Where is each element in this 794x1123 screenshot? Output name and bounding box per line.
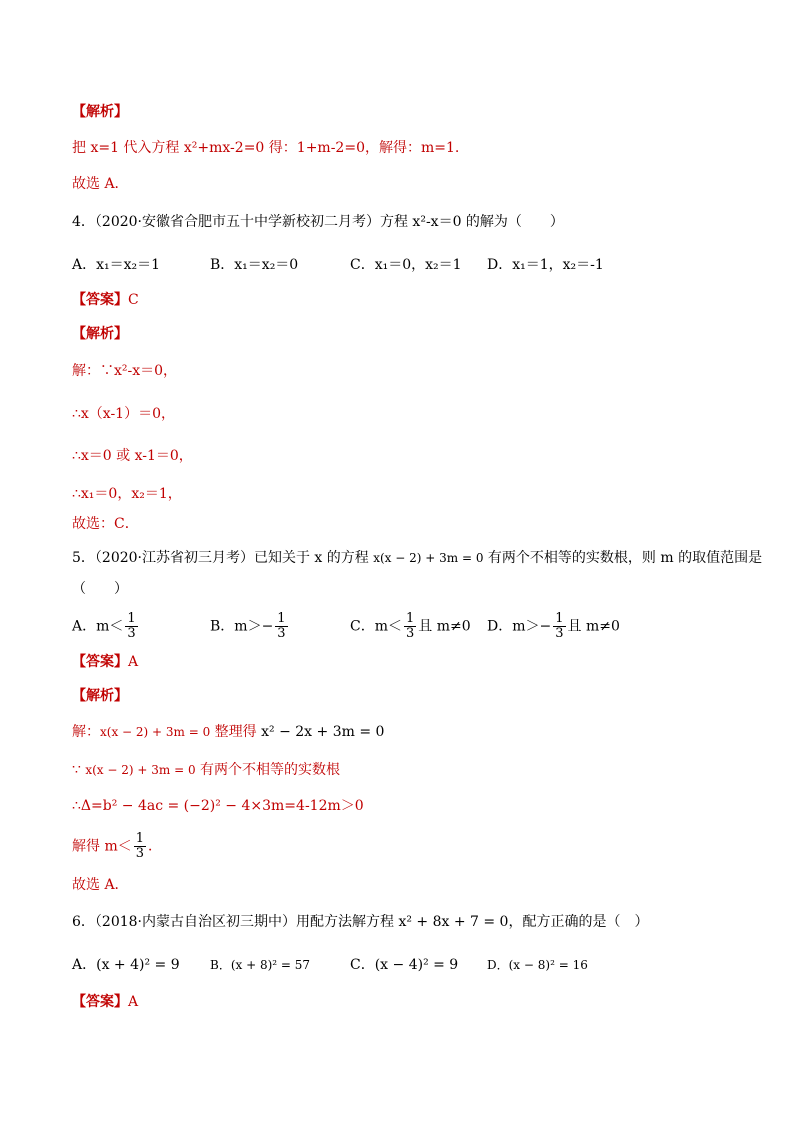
analysis-label: 【解析】 (72, 326, 128, 342)
q5-answer: A (128, 654, 139, 670)
q5-sol2-text-a: ∵ (72, 762, 86, 778)
q5-solution-line-1 (72, 722, 384, 742)
fraction (134, 832, 146, 861)
q5-stem-equation: x(x − 2) + 3m = 0 (373, 551, 484, 565)
q5-option-c-text: C．m＜ (350, 618, 402, 635)
analysis-label: 【解析】 (72, 104, 128, 120)
q5-sol2-text-b: 有两个不相等的实数根 (195, 762, 341, 778)
q5-option-d-suffix: 且 m≠0 (567, 618, 620, 635)
q5-sol1-equation: x(x − 2) + 3m = 0 (100, 725, 211, 739)
q5-option-d (487, 612, 620, 641)
prev-analysis-eq: x²+mx-2=0 (183, 140, 265, 156)
fraction (125, 612, 137, 641)
q5-answer-line (72, 652, 138, 672)
q4-analysis-line-2: ∴x（x-1）＝0， (72, 406, 175, 422)
q4-option-d: D．x₁＝1，x₂＝-1 (487, 257, 604, 273)
fraction (404, 612, 416, 641)
q6-stem-text-a: 6．（2018·内蒙古自治区初三期中）用配方法解方程 (72, 914, 399, 930)
prev-analysis-text-a: 把 (72, 140, 91, 156)
q5-solution-line-5: 故选 A． (72, 877, 129, 893)
q4-option-c: C．x₁＝0，x₂＝1 (350, 257, 462, 273)
q5-sol2-equation: x(x − 2) + 3m = 0 (85, 763, 196, 777)
q5-option-a (72, 612, 140, 641)
q5-solution-line-3: ∴Δ=b² − 4ac = (−2)² − 4×3m=4-12m＞0 (72, 798, 364, 814)
fraction (275, 612, 287, 641)
q4-stem: 4．（2020·安徽省合肥市五十中学新校初二月考）方程 x²-x＝0 的解为（ ） (72, 214, 564, 230)
frac-num: 1 (127, 611, 136, 626)
q5-option-a-text: A．m＜ (72, 618, 124, 635)
q6-option-c: C．(x − 4)² = 9 (350, 957, 459, 973)
q5-stem-text-b: 有两个不相等的实数根，则 m 的取值范围是 (483, 550, 763, 566)
fraction (553, 612, 565, 641)
q6-stem-text-b: ，配方正确的是（ ） (508, 914, 649, 930)
q4-analysis-line-1: 解：∵x²-x＝0， (72, 363, 178, 379)
q4-option-a: A．x₁＝x₂＝1 (72, 257, 161, 273)
frac-num: 1 (406, 611, 415, 626)
q5-option-c (350, 612, 471, 641)
q4-analysis-line-5: 故选：C． (72, 516, 139, 532)
q5-stem-text-a: 5．（2020·江苏省初三月考）已知关于 x 的方程 (72, 550, 374, 566)
q4-option-b: B．x₁＝x₂＝0 (210, 257, 299, 273)
q5-sol4-text-a: 解得 m＜ (72, 838, 132, 855)
q5-option-c-suffix: 且 m≠0 (418, 618, 471, 635)
analysis-label: 【解析】 (72, 688, 128, 704)
q6-option-b: B．(x + 8)² = 57 (210, 958, 311, 972)
frac-den: 3 (277, 626, 286, 641)
q4-answer: C (128, 292, 139, 308)
q4-answer-line (72, 290, 139, 310)
frac-den: 3 (555, 626, 564, 641)
q5-stem (72, 548, 762, 568)
q6-answer: A (128, 994, 139, 1010)
q5-sol1-text-b: 整理得 (210, 724, 262, 740)
frac-num: 1 (555, 611, 564, 626)
answer-label: 【答案】 (72, 994, 128, 1010)
frac-den: 3 (127, 626, 136, 641)
answer-label: 【答案】 (72, 654, 128, 670)
q6-answer-line (72, 992, 138, 1012)
q6-stem-equation: x² + 8x + 7 = 0 (398, 914, 509, 930)
prev-analysis-line-2: 故选 A． (72, 176, 129, 192)
q5-option-d-text: D．m＞− (487, 618, 552, 635)
q5-solution-line-4 (72, 832, 162, 861)
q5-sol4-text-b: ． (148, 838, 163, 855)
frac-num: 1 (277, 611, 286, 626)
answer-label: 【答案】 (72, 292, 128, 308)
q6-option-d: D．(x − 8)² = 16 (487, 958, 588, 972)
frac-num: 1 (135, 831, 145, 846)
q5-option-b (210, 612, 290, 641)
frac-den: 3 (406, 626, 415, 641)
q5-solution-line-2 (72, 760, 340, 780)
q5-sol1-equation-2: x² − 2x + 3m = 0 (261, 724, 385, 740)
q5-option-b-text: B．m＞− (210, 618, 274, 635)
frac-den: 3 (135, 846, 145, 861)
q5-sol1-text-a: 解： (72, 724, 100, 740)
q5-stem-paren: （ ） (72, 581, 128, 597)
q6-option-a: A．(x + 4)² = 9 (72, 957, 180, 973)
q4-analysis-line-3: ∴x＝0 或 x-1＝0， (72, 448, 193, 464)
prev-analysis-text-d: 得：1+m-2=0，解得：m=1. (264, 140, 460, 156)
prev-analysis-line-1 (72, 138, 459, 158)
prev-analysis-text-b: x=1 代入方程 (90, 140, 184, 156)
q4-analysis-line-4: ∴x₁＝0，x₂＝1， (72, 486, 182, 502)
q6-stem (72, 912, 648, 932)
